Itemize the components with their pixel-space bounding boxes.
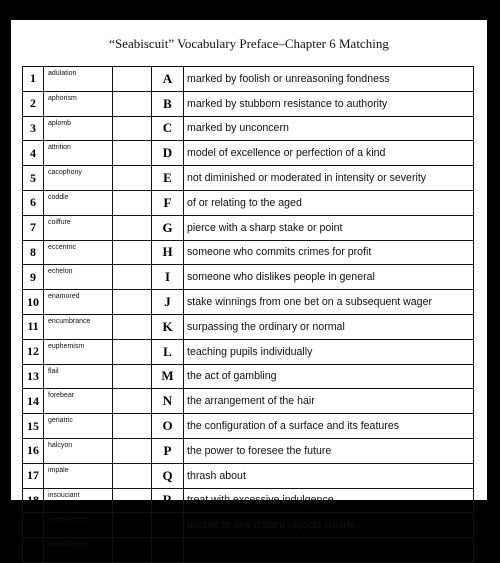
row-number: 7 xyxy=(23,215,44,240)
definition-text: teaching pupils individually xyxy=(184,339,474,364)
definition-text: model of excellence or perfection of a kind xyxy=(184,141,474,166)
row-number: 5 xyxy=(23,166,44,191)
definition-letter: K xyxy=(152,314,184,339)
row-number: 9 xyxy=(23,265,44,290)
answer-blank[interactable] xyxy=(113,463,152,488)
table-row xyxy=(23,339,474,364)
table-row xyxy=(23,389,474,414)
matching-rows xyxy=(23,67,474,563)
table-row xyxy=(23,67,474,92)
table-row xyxy=(23,141,474,166)
definition-text: the configuration of a surface and its features xyxy=(184,414,474,439)
definition-letter: R xyxy=(152,488,184,513)
vocabulary-word: coiffure xyxy=(44,215,113,240)
vocabulary-word: eccentric xyxy=(44,240,113,265)
vocabulary-word: echelon xyxy=(44,265,113,290)
definition-text: thrash about xyxy=(184,463,474,488)
row-number: 12 xyxy=(23,339,44,364)
vocabulary-word: coddle xyxy=(44,190,113,215)
answer-blank[interactable] xyxy=(113,438,152,463)
definition-text: someone who dislikes people in general xyxy=(184,265,474,290)
definition-letter: H xyxy=(152,240,184,265)
vocabulary-word: encumbrance xyxy=(44,314,113,339)
definition-letter: N xyxy=(152,389,184,414)
answer-blank[interactable] xyxy=(113,141,152,166)
answer-blank[interactable] xyxy=(113,290,152,315)
table-row xyxy=(23,414,474,439)
table-row xyxy=(23,488,474,513)
answer-blank[interactable] xyxy=(113,67,152,92)
definition-letter: L xyxy=(152,339,184,364)
definition-letter: J xyxy=(152,290,184,315)
definition-text: treat with excessive indulgence xyxy=(184,488,474,513)
vocabulary-word: flail xyxy=(44,364,113,389)
table-row xyxy=(23,438,474,463)
answer-blank[interactable] xyxy=(113,116,152,141)
definition-letter: A xyxy=(152,67,184,92)
definition-text: surpassing the ordinary or normal xyxy=(184,314,474,339)
vocabulary-word: misanthrope xyxy=(44,538,113,563)
vocabulary-word: halcyon xyxy=(44,438,113,463)
row-number: 14 xyxy=(23,389,44,414)
row-number: 10 xyxy=(23,290,44,315)
vocabulary-word: aphorism xyxy=(44,91,113,116)
definition-letter: M xyxy=(152,364,184,389)
vocabulary-word: enamored xyxy=(44,290,113,315)
table-row xyxy=(23,314,474,339)
definition-text: of or relating to the aged xyxy=(184,190,474,215)
table-row xyxy=(23,215,474,240)
answer-blank[interactable] xyxy=(113,488,152,513)
vocabulary-word: adulation xyxy=(44,67,113,92)
vocabulary-word: euphemism xyxy=(44,339,113,364)
row-number: 6 xyxy=(23,190,44,215)
vocabulary-word: malevolence xyxy=(44,513,113,538)
definition-letter: S xyxy=(152,513,184,538)
vocabulary-word: aplomb xyxy=(44,116,113,141)
answer-blank[interactable] xyxy=(113,389,152,414)
vocabulary-word: geriatric xyxy=(44,414,113,439)
table-row xyxy=(23,240,474,265)
definition-letter: B xyxy=(152,91,184,116)
answer-blank[interactable] xyxy=(113,91,152,116)
definition-text: pierce with a sharp stake or point xyxy=(184,215,474,240)
answer-blank[interactable] xyxy=(113,314,152,339)
answer-blank[interactable] xyxy=(113,538,152,563)
answer-blank[interactable] xyxy=(113,513,152,538)
answer-blank[interactable] xyxy=(113,414,152,439)
definition-text: the arrangement of the hair xyxy=(184,389,474,414)
definition-letter: Q xyxy=(152,463,184,488)
definition-letter: F xyxy=(152,190,184,215)
definition-text: unable to see distant objects clearly xyxy=(184,513,474,538)
row-number: 17 xyxy=(23,463,44,488)
answer-blank[interactable] xyxy=(113,265,152,290)
definition-letter: T xyxy=(152,538,184,563)
definition-text: stake winnings from one bet on a subsequent wager xyxy=(184,290,474,315)
worksheet-title: “Seabiscuit” Vocabulary Preface–Chapter 6 Matching xyxy=(109,36,389,51)
definition-text: marked by stubborn resistance to authority xyxy=(184,91,474,116)
answer-blank[interactable] xyxy=(113,240,152,265)
table-row xyxy=(23,290,474,315)
definition-text xyxy=(184,538,474,563)
table-row xyxy=(23,513,474,538)
table-row xyxy=(23,116,474,141)
definition-letter: D xyxy=(152,141,184,166)
row-number: 19 xyxy=(23,513,44,538)
definition-text: the act of gambling xyxy=(184,364,474,389)
table-row xyxy=(23,364,474,389)
vocabulary-word: forebear xyxy=(44,389,113,414)
definition-letter: C xyxy=(152,116,184,141)
answer-blank[interactable] xyxy=(113,215,152,240)
matching-table xyxy=(22,66,474,563)
definition-letter: G xyxy=(152,215,184,240)
row-number: 15 xyxy=(23,414,44,439)
row-number: 20 xyxy=(23,538,44,563)
definition-text: the power to foresee the future xyxy=(184,438,474,463)
row-number: 4 xyxy=(23,141,44,166)
table-row xyxy=(23,463,474,488)
vocabulary-word: impale xyxy=(44,463,113,488)
answer-blank[interactable] xyxy=(113,339,152,364)
definition-letter: O xyxy=(152,414,184,439)
table-row xyxy=(23,166,474,191)
answer-blank[interactable] xyxy=(113,190,152,215)
vocabulary-word: cacophony xyxy=(44,166,113,191)
vocabulary-word: attrition xyxy=(44,141,113,166)
table-row xyxy=(23,265,474,290)
definition-text: someone who commits crimes for profit xyxy=(184,240,474,265)
row-number: 13 xyxy=(23,364,44,389)
row-number: 18 xyxy=(23,488,44,513)
row-number: 16 xyxy=(23,438,44,463)
definition-text: marked by foolish or unreasoning fondness xyxy=(184,67,474,92)
row-number: 8 xyxy=(23,240,44,265)
definition-text: not diminished or moderated in intensity or severity xyxy=(184,166,474,191)
table-row xyxy=(23,538,474,563)
table-row xyxy=(23,190,474,215)
definition-letter: P xyxy=(152,438,184,463)
row-number: 1 xyxy=(23,67,44,92)
row-number: 3 xyxy=(23,116,44,141)
answer-blank[interactable] xyxy=(113,364,152,389)
table-row xyxy=(23,91,474,116)
worksheet-page xyxy=(11,20,487,558)
definition-letter: I xyxy=(152,265,184,290)
answer-blank[interactable] xyxy=(113,166,152,191)
vocabulary-word: insouciant xyxy=(44,488,113,513)
definition-letter: E xyxy=(152,166,184,191)
definition-text: marked by unconcern xyxy=(184,116,474,141)
row-number: 2 xyxy=(23,91,44,116)
row-number: 11 xyxy=(23,314,44,339)
